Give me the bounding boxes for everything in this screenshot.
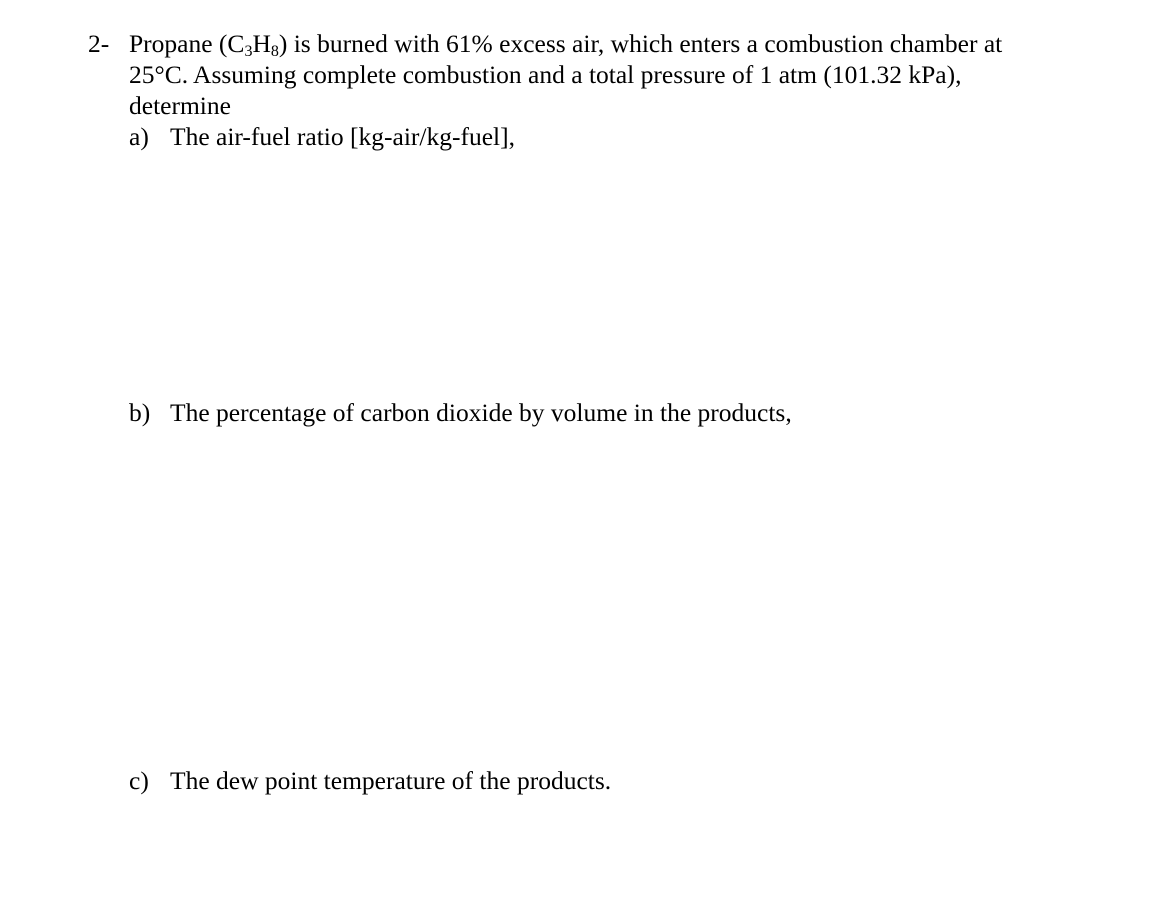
stem-line-1 xyxy=(129,28,1089,59)
part-a-text: The air-fuel ratio [kg-air/kg-fuel], xyxy=(170,122,515,151)
part-b-letter: b) xyxy=(129,398,151,427)
problem-stem xyxy=(129,28,1089,121)
part-a xyxy=(129,121,515,152)
problem-number: 2- xyxy=(88,29,110,58)
stem-hydrogen: H xyxy=(252,29,271,58)
stem-line1-rest: ) is burned with 61% excess air, which enters a combustion chamber at xyxy=(278,29,1003,58)
stem-prefix: Propane (C xyxy=(129,29,245,58)
part-c-letter: c) xyxy=(129,766,149,795)
part-c-text: The dew point temperature of the products. xyxy=(170,766,612,795)
part-c xyxy=(129,765,611,796)
subscript-carbon: 3 xyxy=(244,43,253,60)
part-b-text: The percentage of carbon dioxide by volume in the products, xyxy=(170,398,792,427)
subscript-hydrogen: 8 xyxy=(270,43,279,60)
part-b xyxy=(129,397,792,428)
stem-line-2: 25°C. Assuming complete combustion and a total pressure of 1 atm (101.32 kPa), xyxy=(129,60,962,89)
part-a-letter: a) xyxy=(129,122,149,151)
stem-line-3: determine xyxy=(129,91,231,120)
